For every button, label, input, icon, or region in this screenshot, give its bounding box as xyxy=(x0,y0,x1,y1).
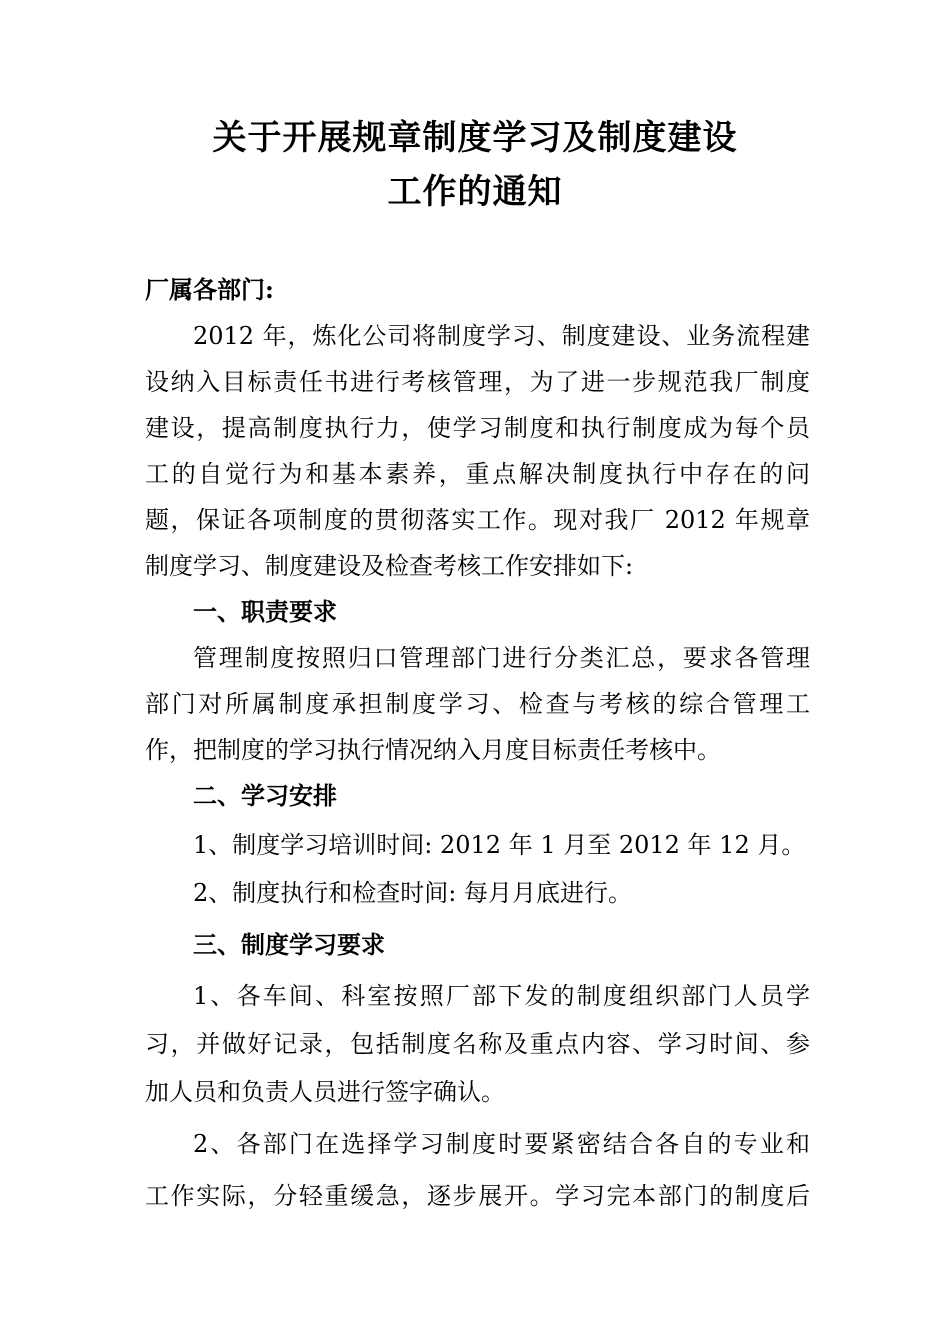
section-3-item-1-line-3: 加人员和负责人员进行签字确认。 xyxy=(145,1078,505,1106)
intro-line-3: 建设，提高制度执行力，使学习制度和执行制度成为每个员 xyxy=(145,414,810,442)
section-1-line-3: 作，把制度的学习执行情况纳入月度目标责任考核中。 xyxy=(145,736,721,764)
intro-line-5: 题，保证各项制度的贯彻落实工作。现对我厂 2012 年规章 xyxy=(145,506,810,534)
section-1-line-2: 部门对所属制度承担制度学习、检查与考核的综合管理工 xyxy=(145,690,810,718)
section-3-item-2-line-2: 工作实际，分轻重缓急，逐步展开。学习完本部门的制度后 xyxy=(145,1182,810,1210)
section-1-heading: 一、职责要求 xyxy=(193,597,337,626)
document-title-line-2: 工作的通知 xyxy=(387,172,563,212)
salutation: 厂属各部门: xyxy=(145,275,274,304)
document-title-line-1: 关于开展规章制度学习及制度建设 xyxy=(212,118,738,158)
section-2-item-2: 2、制度执行和检查时间: 每月月底进行。 xyxy=(193,879,632,907)
section-3-item-2-line-1: 2、各部门在选择学习制度时要紧密结合各自的专业和 xyxy=(193,1130,810,1158)
section-2-heading: 二、学习安排 xyxy=(193,781,337,810)
section-1-line-1: 管理制度按照归口管理部门进行分类汇总，要求各管理 xyxy=(193,644,810,672)
intro-line-1: 2012 年，炼化公司将制度学习、制度建设、业务流程建 xyxy=(193,322,810,350)
section-3-item-1-line-2: 习，并做好记录，包括制度名称及重点内容、学习时间、参 xyxy=(145,1030,810,1058)
intro-line-4: 工的自觉行为和基本素养，重点解决制度执行中存在的问 xyxy=(145,460,810,488)
section-2-item-1: 1、制度学习培训时间: 2012 年 1 月至 2012 年 12 月。 xyxy=(193,831,806,859)
section-3-heading: 三、制度学习要求 xyxy=(193,930,385,959)
intro-line-6: 制度学习、制度建设及检查考核工作安排如下: xyxy=(145,552,634,580)
section-3-item-1-line-1: 1、各车间、科室按照厂部下发的制度组织部门人员学 xyxy=(193,982,810,1010)
intro-line-2: 设纳入目标责任书进行考核管理，为了进一步规范我厂制度 xyxy=(145,368,810,396)
